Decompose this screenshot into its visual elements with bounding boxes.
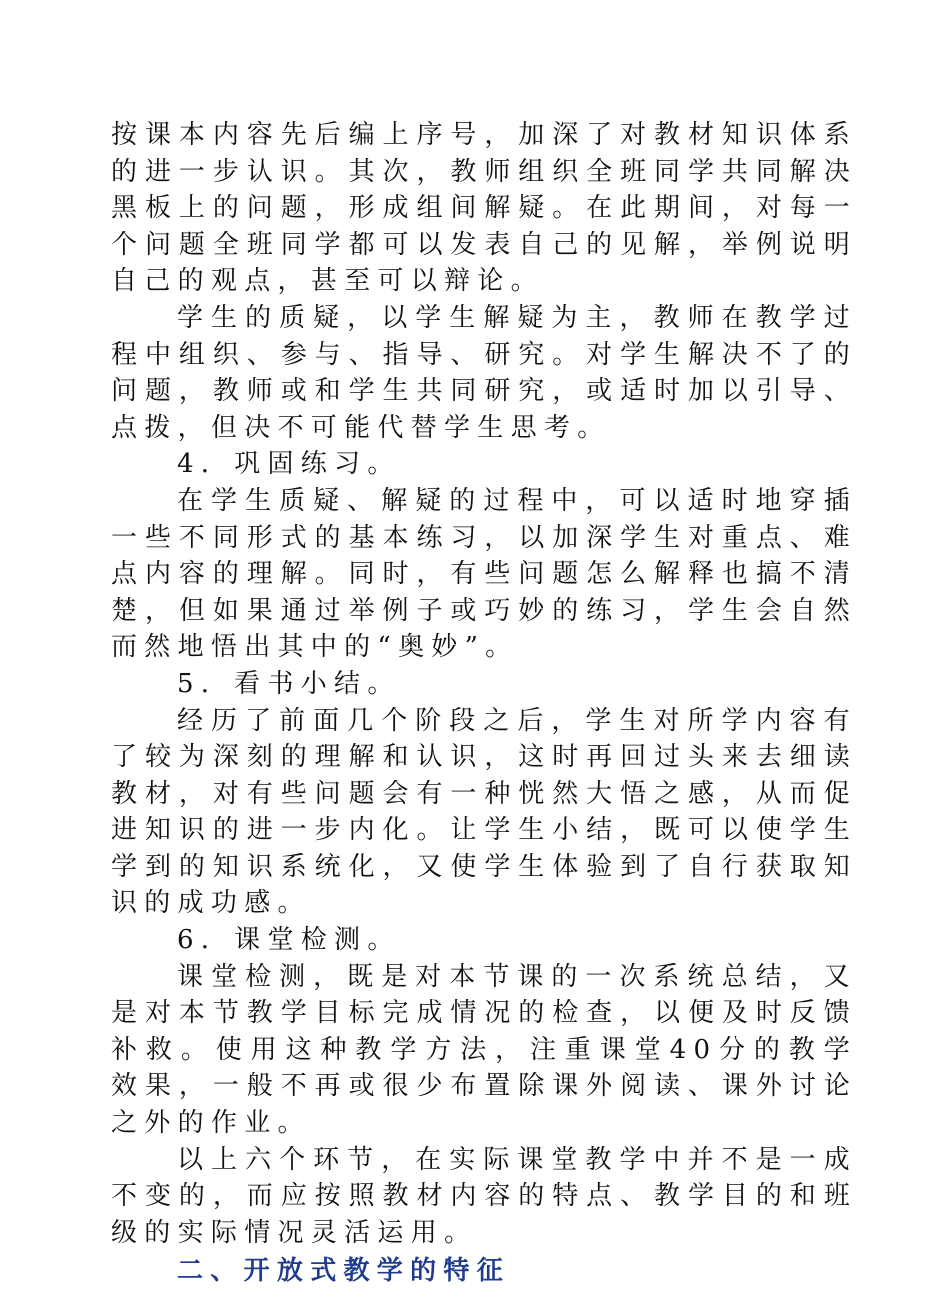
document-body xyxy=(111,117,857,1290)
section-heading: 二、开放式教学的特征 xyxy=(177,1256,511,1287)
paragraph-continued: 按课本内容先后编上序号，加深了对教材知识体系的进一步认识。其次，教师组织全班同学共同解决黑板上的问题，形成组间解疑。在此期间，对每一个问题全班同学都可以发表自己的见解，举例说明自己的观点，甚至可以辩论。 xyxy=(111,120,857,297)
step-6-title: 6．课堂检测。 xyxy=(177,925,401,956)
paragraph-questioning: 学生的质疑，以学生解疑为主，教师在教学过程中组织、参与、指导、研究。对学生解决不了的问题，教师或和学生共同研究，或适时加以引导、点拨，但决不可能代替学生思考。 xyxy=(111,302,857,443)
paragraph-practice: 在学生质疑、解疑的过程中，可以适时地穿插一些不同形式的基本练习，以加深学生对重点、难点内容的理解。同时，有些问题怎么解释也搞不清楚，但如果通过举例子或巧妙的练习，学生会自然而然地悟出其中的“奥妙”。 xyxy=(111,485,857,663)
step-4-title: 4．巩固练习。 xyxy=(177,449,401,480)
step-5-title: 5．看书小结。 xyxy=(177,668,401,699)
paragraph-conclusion: 以上六个环节，在实际课堂教学中并不是一成不变的，而应按照教材内容的特点、教学目的和班级的实际情况灵活运用。 xyxy=(111,1144,857,1248)
paragraph-summary: 经历了前面几个阶段之后，学生对所学内容有了较为深刻的理解和认识，这时再回过头来去细读教材，对有些问题会有一种恍然大悟之感，从而促进知识的进一步内化。让学生小结，既可以使学生学到的知识系统化，又使学生体验到了自行获取知识的成功感。 xyxy=(111,705,857,919)
paragraph-test: 课堂检测，既是对本节课的一次系统总结，又是对本节教学目标完成情况的检查，以便及时反馈补救。使用这种教学方法，注重课堂40分的教学效果，一般不再或很少布置除课外阅读、课外讨论之外的作业。 xyxy=(111,961,857,1139)
